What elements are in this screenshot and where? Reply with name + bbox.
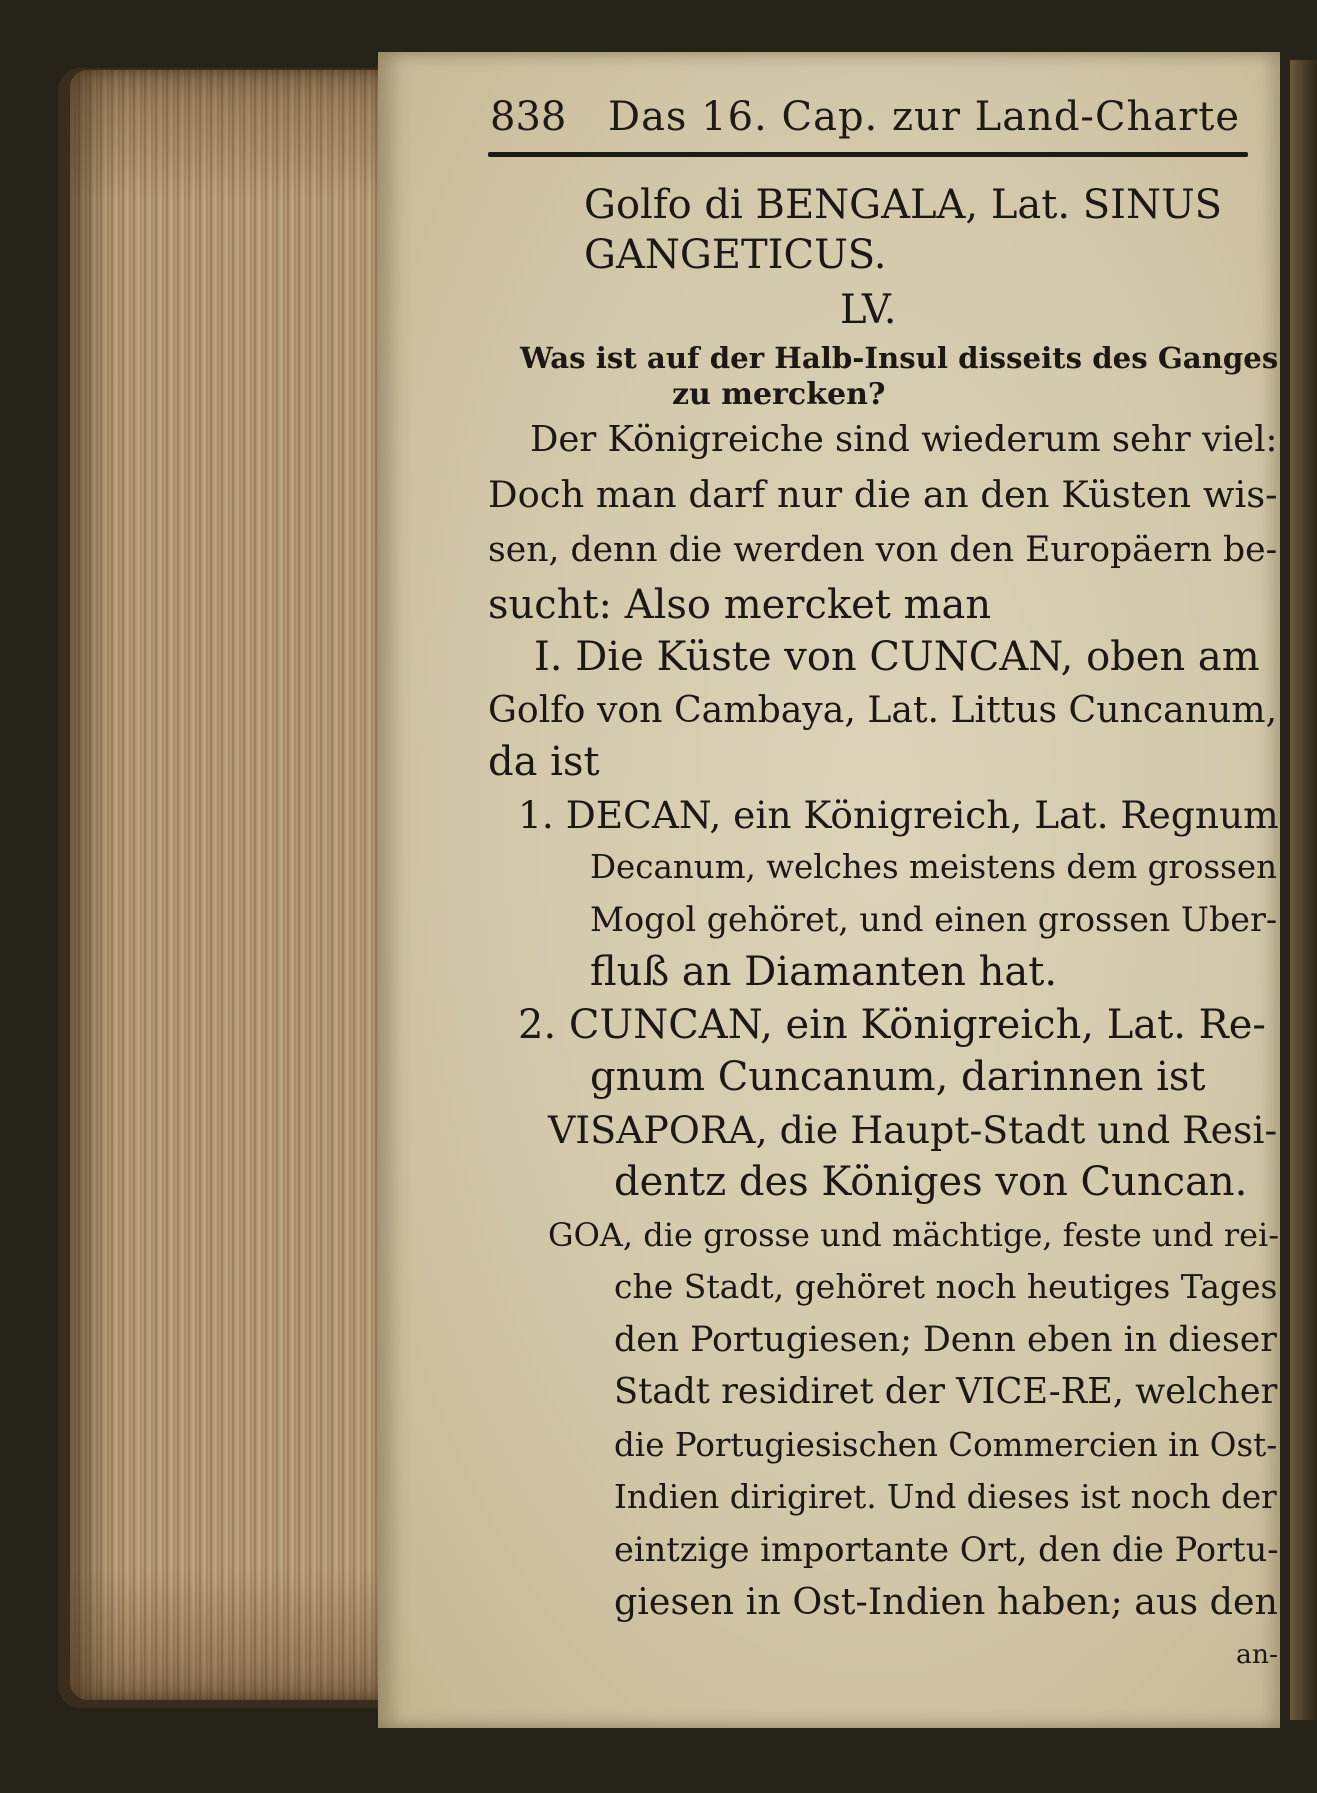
- text-line: Der Königreiche sind wiederum sehr viel:: [530, 419, 1278, 460]
- text-line: che Stadt, gehöret noch heutiges Tages: [614, 1267, 1278, 1306]
- text-line: 2. CUNCAN, ein Königreich, Lat. Re-: [518, 1002, 1266, 1048]
- text-line: den Portugiesen; Denn eben in dieser: [614, 1320, 1277, 1360]
- text-line: Indien dirigiret. Und dieses ist noch der: [614, 1478, 1277, 1516]
- text-line: sucht: Also mercket man: [488, 582, 992, 628]
- page-number: 838: [490, 94, 567, 140]
- text-line: Decanum, welches meistens dem grossen: [590, 848, 1278, 886]
- text-line: fluß an Diamanten hat.: [590, 949, 1058, 995]
- text-line: Golfo von Cambaya, Lat. Littus Cuncanum,: [488, 688, 1278, 731]
- running-title: Das 16. Cap. zur Land-Charte: [608, 94, 1241, 140]
- text-line: I. Die Küste von CUNCAN, oben am: [534, 634, 1260, 680]
- text-line: VISAPORA, die Haupt-Stadt und Resi-: [548, 1108, 1278, 1152]
- text-line: Golfo di BENGALA, Lat. SINUS: [584, 182, 1223, 228]
- text-line: GANGETICUS.: [584, 232, 887, 278]
- catchword: an-: [1236, 1639, 1278, 1670]
- text-line: da ist: [488, 739, 600, 785]
- text-line: Stadt residiret der VICE-RE, welcher: [614, 1371, 1278, 1412]
- text-line: 1. DECAN, ein Königreich, Lat. Regnum: [518, 793, 1279, 837]
- text-line: GOA, die grosse und mächtige, feste und rei-: [548, 1216, 1280, 1254]
- question-heading-cont: zu mercken?: [672, 377, 886, 412]
- text-line: giesen in Ost-Indien haben; aus den: [614, 1580, 1278, 1623]
- section-number: LV.: [840, 287, 897, 333]
- text-line: die Portugiesischen Commercien in Ost-: [614, 1426, 1278, 1464]
- text-line: sen, denn die werden von den Europäern be-: [488, 530, 1278, 570]
- text-line: eintzige importante Ort, den die Portu-: [614, 1530, 1279, 1569]
- question-heading: Was ist auf der Halb-Insul disseits des Ganges: [520, 341, 1279, 375]
- text-line: dentz des Königes von Cuncan.: [614, 1159, 1248, 1205]
- text-line: Mogol gehöret, und einen grossen Uber-: [590, 900, 1278, 939]
- text-line: gnum Cuncanum, darinnen ist: [590, 1054, 1206, 1100]
- text-line: Doch man darf nur die an den Küsten wis-: [488, 473, 1278, 516]
